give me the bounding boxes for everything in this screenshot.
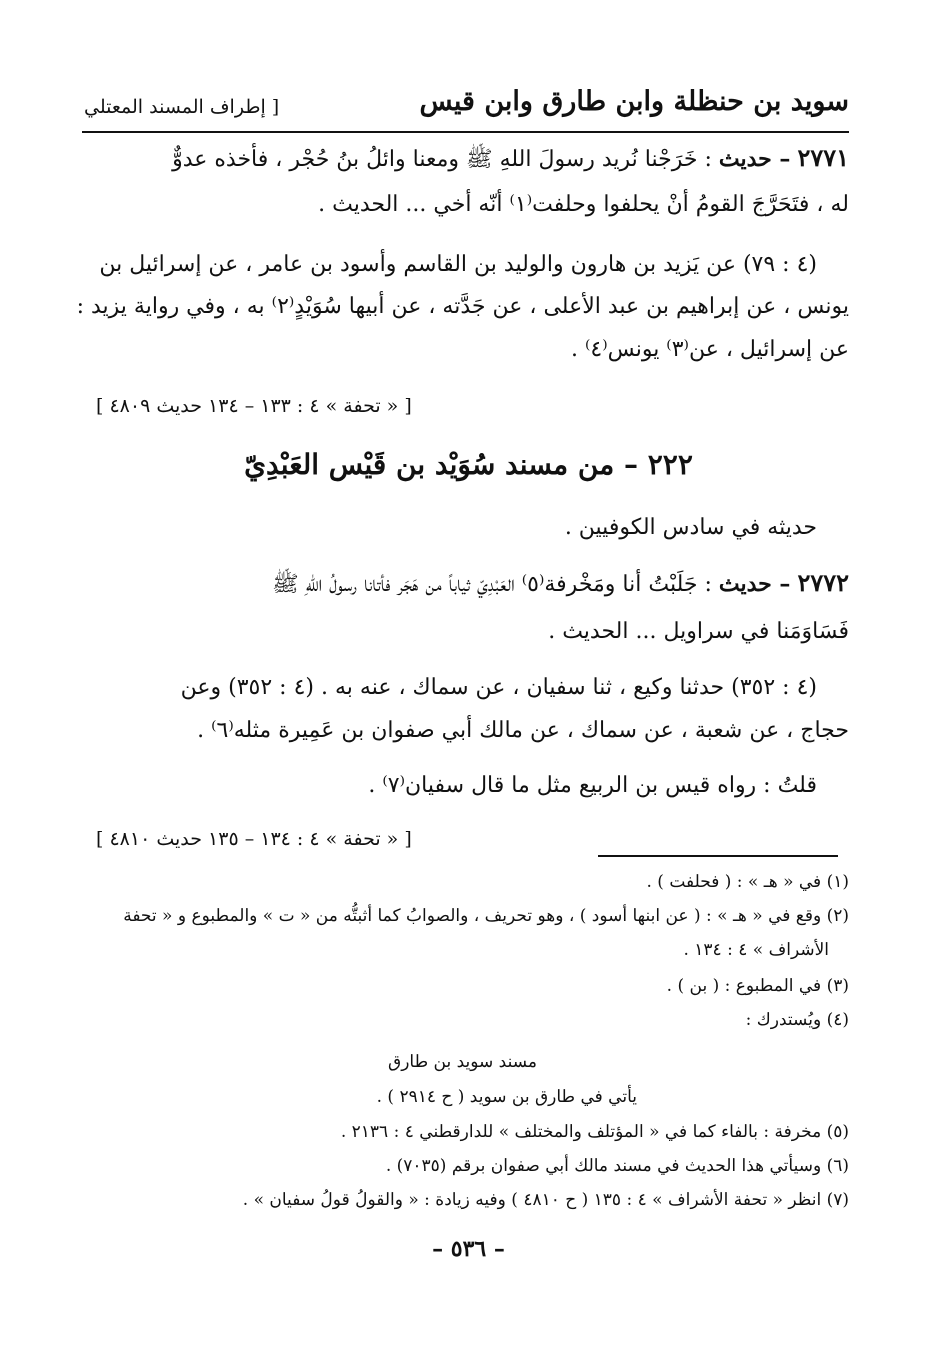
section-title: ٢٢٢ – من مسند سُوَيْد بن قَيْس العَبْدِيّ	[244, 448, 693, 481]
hadith-2772-reference: [ « تحفة » ٤ : ١٣٤ – ١٣٥ حديث ٤٨١٠ ]	[96, 828, 412, 850]
footnote-2-continued: الأشراف » ٤ : ١٣٤ .	[683, 940, 829, 960]
hadith-2771-line-2: له ، فتَحَرَّجَ القومُ أنْ يحلفوا وحلفت⁽١⁾ أنّه أخي ... الحديث .	[318, 192, 849, 217]
hadith-2771-chain-3: عن إسرائيل ، عن⁽٣⁾ يونس⁽٤⁾ .	[571, 337, 849, 362]
footnote-6: (٦) وسيأتي هذا الحديث في مسند مالك أبي صفوان برقم (٧٠٣٥) .	[385, 1156, 849, 1176]
running-title: سويد بن حنظلة وابن طارق وابن قيس	[419, 86, 849, 117]
hadith-text: : خَرَجْنا نُريد رسولَ اللهِ ﷺ ومعنا وائلُ بنُ حُجْر ، فأخذه عدوٌّ	[172, 147, 712, 172]
hadith-number: ٢٧٧٢	[797, 568, 849, 597]
hadith-keyword: – حديث	[718, 146, 791, 172]
hadith-2771-chain-1: (٤ : ٧٩) عن يَزيد بن هارون والوليد بن القاسم وأسود بن عامر ، عن إسرائيل بن	[99, 252, 817, 277]
hadith-text: : جَلَبْتُ أنا ومَخْرفة⁽٥⁾ العَبْدِيّ ثياباً من هَجَر فأتانا رسولُ اللهِ ﷺ	[272, 572, 712, 597]
section-subtitle: حديثه في سادس الكوفيين .	[564, 515, 817, 540]
footnote-2: (٢) وقع في « هـ » : ( عن ابنها أسود ) ، وهو تحريف ، والصوابُ كما أثبتُّه من « ت » والمطبوع و « تحفة	[123, 906, 849, 926]
page-number: – ٥٣٦ –	[432, 1236, 505, 1262]
footnote-5: (٥) مخرفة : بالفاء كما في « المؤتلف والمختلف » للدارقطني ٤ : ٢١٣٦ .	[340, 1122, 849, 1142]
book-title: [ إطراف المسند المعتلي	[84, 96, 280, 118]
hadith-2772-chain-1: (٤ : ٣٥٢) حدثنا وكيع ، ثنا سفيان ، عن سماك ، عنه به . (٤ : ٣٥٢) وعن	[180, 675, 817, 700]
hadith-2772-note: قلتُ : رواه قيس بن الربيع مثل ما قال سفيان⁽٧⁾ .	[368, 773, 817, 798]
hadith-number: ٢٧٧١	[797, 143, 849, 172]
hadith-2771-chain-2: يونس ، عن إبراهيم بن عبد الأعلى ، عن جَدَّته ، عن أبيها سُوَيْدٍ⁽٢⁾ به ، وفي رواية يزيد :	[76, 294, 849, 319]
footnote-3: (٣) في المطبوع : ( بن ) .	[666, 976, 849, 996]
header-rule	[82, 131, 849, 133]
hadith-2772-chain-2: حجاج ، عن شعبة ، عن سماك ، عن مالك أبي صفوان بن عَمِيرة مثله⁽٦⁾ .	[197, 718, 849, 743]
hadith-2772-line-1	[272, 568, 849, 602]
hadith-2772-line-2: فَسَاوَمَنا في سراويل ... الحديث .	[548, 619, 849, 644]
footnote-4-quote-text: يأتي في طارق بن سويد ( ح ٢٩١٤ ) .	[376, 1087, 637, 1107]
hadith-2771-line-1	[172, 143, 849, 177]
footnote-7: (٧) انظر « تحفة الأشراف » ٤ : ١٣٥ ( ح ٤٨١٠ ) وفيه زيادة : « والقولُ قولُ سفيان » .	[242, 1190, 849, 1210]
hadith-2771-reference: [ « تحفة » ٤ : ١٣٣ – ١٣٤ حديث ٤٨٠٩ ]	[96, 395, 412, 417]
footnote-rule	[598, 855, 838, 857]
footnote-1: (١) في « هـ » : ( فحلفت ) .	[646, 872, 849, 892]
footnote-4: (٤) ويُستدرك :	[745, 1010, 849, 1030]
footnote-4-quote-title: مسند سويد بن طارق	[388, 1052, 537, 1072]
hadith-keyword: – حديث	[718, 571, 791, 597]
